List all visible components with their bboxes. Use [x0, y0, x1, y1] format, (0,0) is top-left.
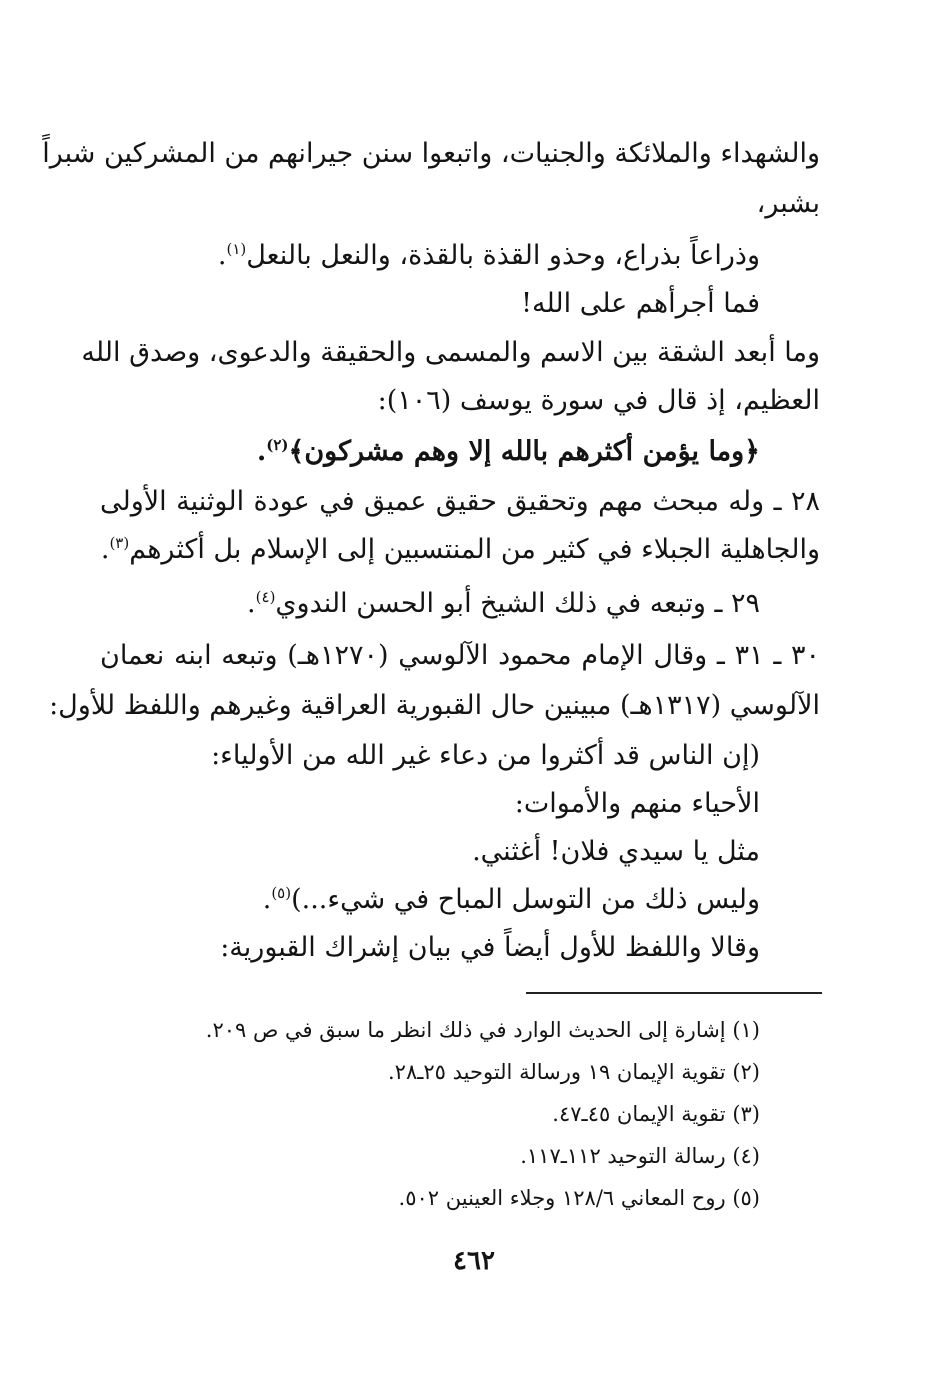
- body-line-3-text: وذراعاً بذراع، وحذو القذة بالقذة، والنعل بالنعل: [246, 240, 760, 271]
- footnote-ref-1: (١): [226, 240, 247, 258]
- body-line-11: ٣٠ ـ ٣١ ـ وقال الإمام محمود الآلوسي (١٢٧٠هـ) وتبعه ابنه نعمان: [100, 640, 820, 671]
- footnote-ref-4: (٤): [255, 588, 276, 606]
- body-line-8: ٢٨ ـ وله مبحث مهم وتحقيق حقيق عميق في عودة الوثنية الأولى: [100, 486, 820, 517]
- body-line-14: الأحياء منهم والأموات:: [514, 788, 760, 819]
- body-line-5: وما أبعد الشقة بين الاسم والمسمى والحقيقة والدعوى، وصدق الله: [81, 337, 820, 368]
- quran-verse: ﴿وما يؤمن أكثرهم بالله إلا وهم مشركون﴾$^{(٢)}$.: [256, 436, 760, 467]
- footnote-ref-5: (٥): [271, 884, 292, 902]
- body-line-2: بشبر،: [756, 188, 820, 219]
- footnote-1: (١) إشارة إلى الحديث الوارد في ذلك انظر ما سبق في ص ٢٠٩.: [205, 1018, 760, 1042]
- footnote-4: (٤) رسالة التوحيد ١١٢ـ١١٧.: [520, 1144, 760, 1168]
- body-line-10: ٢٩ ـ وتبعه في ذلك الشيخ أبو الحسن الندوي$^{(٤)}$.: [247, 588, 760, 619]
- body-line-9-text: والجاهلية الجبلاء في كثير من المنتسبين إلى الإسلام بل أكثرهم: [129, 534, 820, 565]
- body-line-16-text: وليس ذلك من التوسل المباح في شيء...): [291, 884, 760, 915]
- footnote-ref-3: (٣): [109, 534, 130, 552]
- body-line-12: الآلوسي (١٣١٧هـ) مبينين حال القبورية العراقية وغيرهم واللفظ للأول:: [49, 690, 820, 721]
- body-line-15: مثل يا سيدي فلان! أغثني.: [472, 836, 760, 867]
- footnote-divider: [526, 992, 822, 994]
- footnote-3: (٣) تقوية الإيمان ٤٥ـ٤٧.: [552, 1102, 760, 1126]
- body-line-3: وذراعاً بذراع، وحذو القذة بالقذة، والنعل بالنعل$^{(١)}$.: [217, 240, 760, 271]
- body-line-9: والجاهلية الجبلاء في كثير من المنتسبين إلى الإسلام بل أكثرهم$^{(٣)}$.: [100, 534, 820, 565]
- body-line-1: والشهداء والملائكة والجنيات، واتبعوا سنن جيرانهم من المشركين شبراً: [42, 138, 820, 169]
- page-number: ٤٦٢: [453, 1246, 495, 1276]
- body-line-6: العظيم، إذ قال في سورة يوسف (١٠٦):: [377, 385, 820, 416]
- body-line-16: وليس ذلك من التوسل المباح في شيء...)$^{(٥)}$.: [262, 884, 760, 915]
- body-line-17: وقالا واللفظ للأول أيضاً في بيان إشراك القبورية:: [220, 932, 760, 963]
- body-line-13: (إن الناس قد أكثروا من دعاء غير الله من الأولياء:: [211, 740, 760, 771]
- footnote-2: (٢) تقوية الإيمان ١٩ ورسالة التوحيد ٢٥ـ٢٨.: [387, 1060, 760, 1084]
- quran-verse-text: ﴿وما يؤمن أكثرهم بالله إلا وهم مشركون﴾: [288, 436, 760, 467]
- body-line-10-text: ٢٩ ـ وتبعه في ذلك الشيخ أبو الحسن الندوي: [275, 588, 760, 619]
- footnote-5: (٥) روح المعاني ١٢٨/٦ وجلاء العينين ٥٠٢.: [398, 1186, 760, 1210]
- footnote-ref-2: (٢): [266, 436, 289, 454]
- body-line-4: فما أجرأهم على الله!: [521, 288, 760, 319]
